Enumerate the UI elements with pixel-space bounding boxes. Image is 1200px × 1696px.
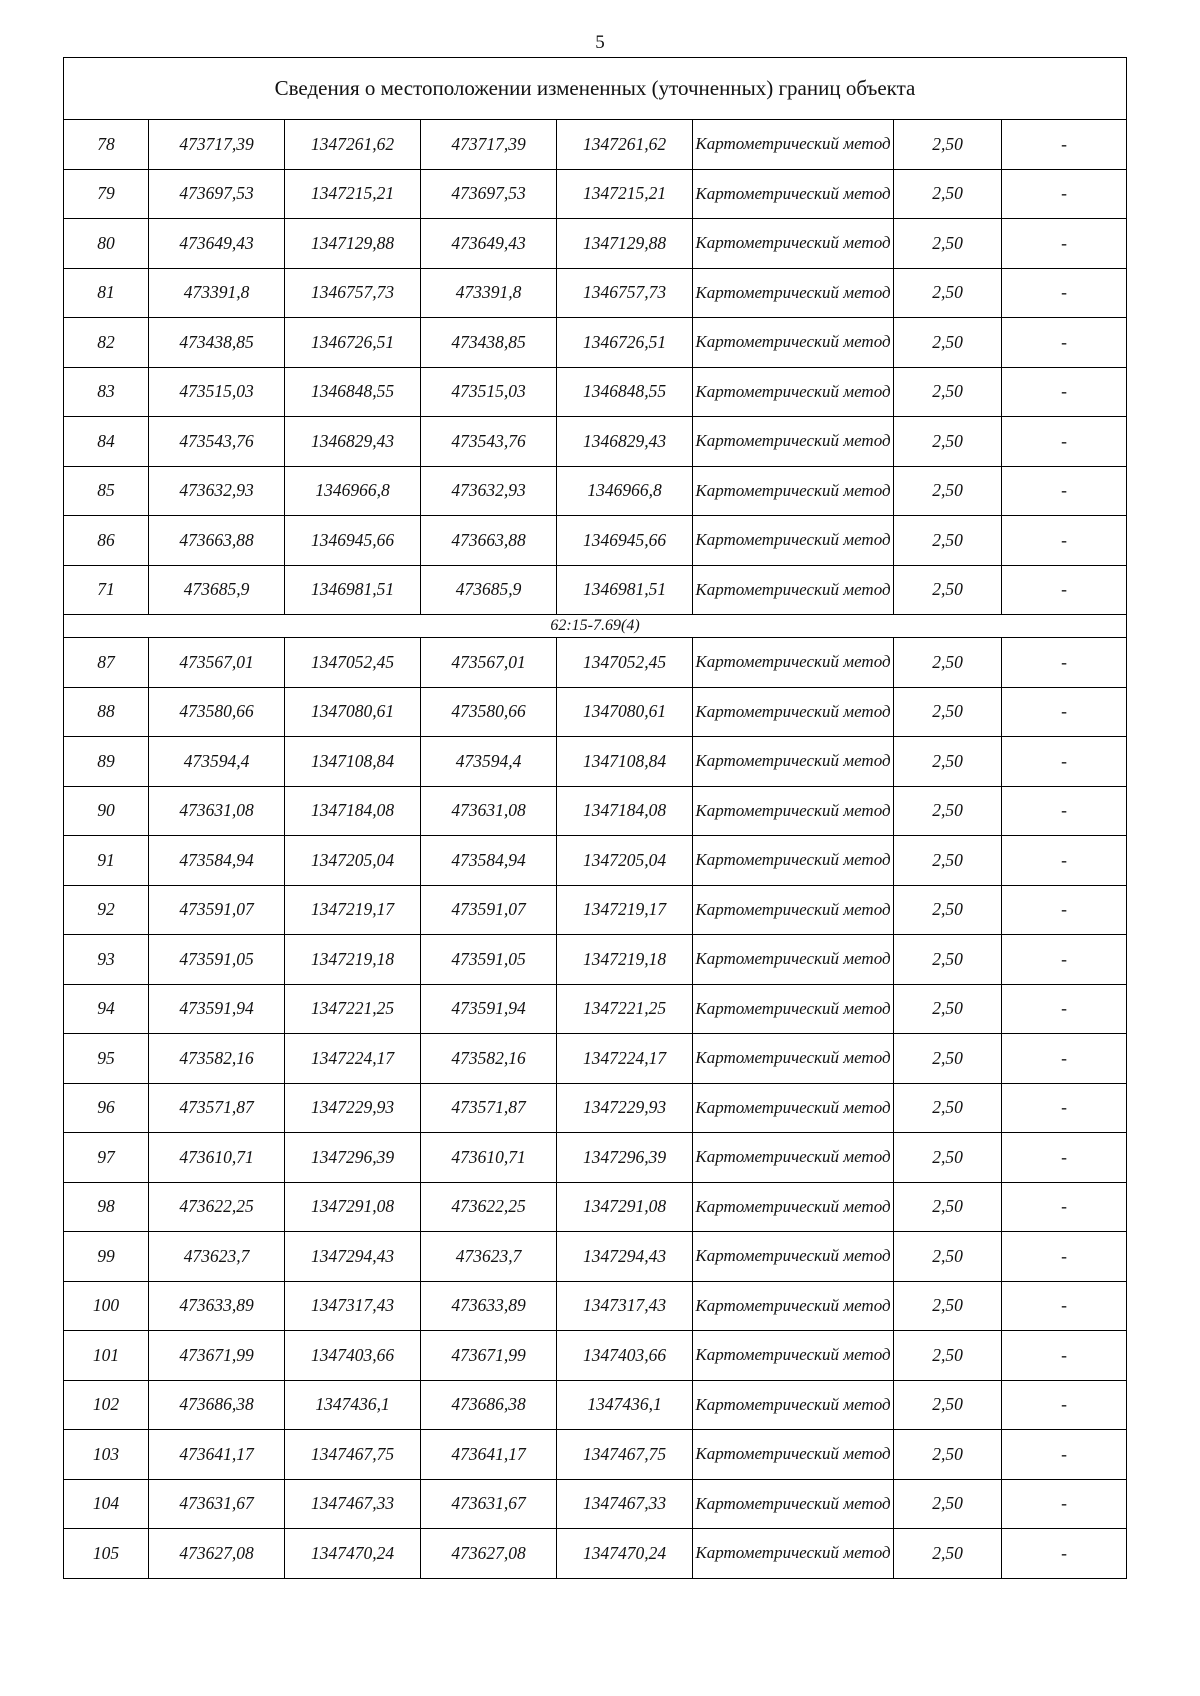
table-row	[64, 1479, 1127, 1529]
accuracy-cell: 2,50	[894, 1331, 1002, 1381]
table-row	[64, 836, 1127, 886]
y-refined-cell: 1347224,17	[557, 1034, 693, 1084]
point-number-cell: 100	[64, 1281, 149, 1331]
y-existing-cell: 1347467,33	[285, 1479, 421, 1529]
method-text: Картометрический метод	[695, 1444, 891, 1464]
method-cell	[693, 836, 894, 886]
method-cell	[693, 268, 894, 318]
x-existing-cell: 473632,93	[149, 466, 285, 516]
point-number-cell: 95	[64, 1034, 149, 1084]
point-number-cell: 86	[64, 516, 149, 566]
y-existing-cell: 1347294,43	[285, 1232, 421, 1282]
y-refined-cell: 1346945,66	[557, 516, 693, 566]
point-number-cell: 92	[64, 885, 149, 935]
y-existing-cell: 1346945,66	[285, 516, 421, 566]
point-number-cell: 97	[64, 1133, 149, 1183]
x-existing-cell: 473623,7	[149, 1232, 285, 1282]
y-existing-cell: 1347080,61	[285, 687, 421, 737]
x-existing-cell: 473686,38	[149, 1380, 285, 1430]
table-row	[64, 565, 1127, 615]
y-existing-cell: 1347221,25	[285, 984, 421, 1034]
method-cell	[693, 786, 894, 836]
point-number-cell: 89	[64, 737, 149, 787]
method-text: Картометрический метод	[695, 1048, 891, 1068]
y-existing-cell: 1347129,88	[285, 219, 421, 269]
x-refined-cell: 473631,08	[421, 786, 557, 836]
y-existing-cell: 1347052,45	[285, 638, 421, 688]
x-refined-cell: 473627,08	[421, 1529, 557, 1579]
y-existing-cell: 1347317,43	[285, 1281, 421, 1331]
table-row	[64, 1331, 1127, 1381]
accuracy-cell: 2,50	[894, 737, 1002, 787]
table-title: Сведения о местоположении измененных (уточненных) границ объекта	[64, 58, 1127, 120]
y-refined-cell: 1347317,43	[557, 1281, 693, 1331]
note-cell: -	[1002, 1281, 1127, 1331]
table-row	[64, 219, 1127, 269]
method-text: Картометрический метод	[695, 431, 891, 451]
table-row	[64, 1281, 1127, 1331]
accuracy-cell: 2,50	[894, 367, 1002, 417]
note-cell: -	[1002, 935, 1127, 985]
point-number-cell: 91	[64, 836, 149, 886]
x-existing-cell: 473622,25	[149, 1182, 285, 1232]
x-refined-cell: 473717,39	[421, 120, 557, 170]
y-existing-cell: 1347219,17	[285, 885, 421, 935]
note-cell: -	[1002, 169, 1127, 219]
method-text: Картометрический метод	[695, 652, 891, 672]
accuracy-cell: 2,50	[894, 1232, 1002, 1282]
accuracy-cell: 2,50	[894, 417, 1002, 467]
method-cell	[693, 1083, 894, 1133]
table-row	[64, 1034, 1127, 1084]
method-text: Картометрический метод	[695, 134, 891, 154]
x-existing-cell: 473649,43	[149, 219, 285, 269]
x-existing-cell: 473610,71	[149, 1133, 285, 1183]
y-refined-cell: 1347403,66	[557, 1331, 693, 1381]
note-cell: -	[1002, 417, 1127, 467]
y-refined-cell: 1346757,73	[557, 268, 693, 318]
y-existing-cell: 1347184,08	[285, 786, 421, 836]
x-refined-cell: 473686,38	[421, 1380, 557, 1430]
x-existing-cell: 473641,17	[149, 1430, 285, 1480]
point-number-cell: 85	[64, 466, 149, 516]
method-text: Картометрический метод	[695, 899, 891, 919]
accuracy-cell: 2,50	[894, 1479, 1002, 1529]
accuracy-cell: 2,50	[894, 1281, 1002, 1331]
y-existing-cell: 1346757,73	[285, 268, 421, 318]
method-text: Картометрический метод	[695, 480, 891, 500]
method-cell	[693, 885, 894, 935]
method-text: Картометрический метод	[695, 850, 891, 870]
y-existing-cell: 1346848,55	[285, 367, 421, 417]
x-refined-cell: 473610,71	[421, 1133, 557, 1183]
x-existing-cell: 473543,76	[149, 417, 285, 467]
table-row	[64, 1133, 1127, 1183]
y-refined-cell: 1346966,8	[557, 466, 693, 516]
accuracy-cell: 2,50	[894, 885, 1002, 935]
accuracy-cell: 2,50	[894, 687, 1002, 737]
accuracy-cell: 2,50	[894, 565, 1002, 615]
note-cell: -	[1002, 1034, 1127, 1084]
x-refined-cell: 473641,17	[421, 1430, 557, 1480]
method-cell	[693, 120, 894, 170]
point-number-cell: 82	[64, 318, 149, 368]
point-number-cell: 105	[64, 1529, 149, 1579]
y-refined-cell: 1347215,21	[557, 169, 693, 219]
y-existing-cell: 1347215,21	[285, 169, 421, 219]
x-refined-cell: 473584,94	[421, 836, 557, 886]
accuracy-cell: 2,50	[894, 1380, 1002, 1430]
x-existing-cell: 473697,53	[149, 169, 285, 219]
accuracy-cell: 2,50	[894, 836, 1002, 886]
accuracy-cell: 2,50	[894, 219, 1002, 269]
x-existing-cell: 473663,88	[149, 516, 285, 566]
note-cell: -	[1002, 1479, 1127, 1529]
method-cell	[693, 1182, 894, 1232]
x-existing-cell: 473571,87	[149, 1083, 285, 1133]
y-refined-cell: 1347219,18	[557, 935, 693, 985]
x-refined-cell: 473591,07	[421, 885, 557, 935]
table-row	[64, 984, 1127, 1034]
method-text: Картометрический метод	[695, 1246, 891, 1266]
y-refined-cell: 1347219,17	[557, 885, 693, 935]
table-row	[64, 885, 1127, 935]
y-refined-cell: 1347052,45	[557, 638, 693, 688]
method-text: Картометрический метод	[695, 579, 891, 599]
y-refined-cell: 1347129,88	[557, 219, 693, 269]
x-refined-cell: 473571,87	[421, 1083, 557, 1133]
method-cell	[693, 516, 894, 566]
y-refined-cell: 1347108,84	[557, 737, 693, 787]
method-text: Картометрический метод	[695, 949, 891, 969]
x-refined-cell: 473591,94	[421, 984, 557, 1034]
method-cell	[693, 169, 894, 219]
x-refined-cell: 473633,89	[421, 1281, 557, 1331]
note-cell: -	[1002, 984, 1127, 1034]
accuracy-cell: 2,50	[894, 1182, 1002, 1232]
accuracy-cell: 2,50	[894, 1034, 1002, 1084]
point-number-cell: 96	[64, 1083, 149, 1133]
point-number-cell: 81	[64, 268, 149, 318]
x-refined-cell: 473685,9	[421, 565, 557, 615]
point-number-cell: 87	[64, 638, 149, 688]
x-refined-cell: 473697,53	[421, 169, 557, 219]
y-existing-cell: 1347205,04	[285, 836, 421, 886]
x-existing-cell: 473591,05	[149, 935, 285, 985]
y-refined-cell: 1346829,43	[557, 417, 693, 467]
method-cell	[693, 737, 894, 787]
section-label: 62:15-7.69(4)	[64, 615, 1127, 638]
method-cell	[693, 219, 894, 269]
y-refined-cell: 1347261,62	[557, 120, 693, 170]
table-row	[64, 1182, 1127, 1232]
method-cell	[693, 687, 894, 737]
point-number-cell: 71	[64, 565, 149, 615]
accuracy-cell: 2,50	[894, 786, 1002, 836]
method-cell	[693, 935, 894, 985]
method-cell	[693, 638, 894, 688]
y-refined-cell: 1347291,08	[557, 1182, 693, 1232]
method-text: Картометрический метод	[695, 183, 891, 203]
boundary-coordinates-table	[63, 57, 1127, 1579]
x-refined-cell: 473580,66	[421, 687, 557, 737]
x-existing-cell: 473591,07	[149, 885, 285, 935]
x-refined-cell: 473623,7	[421, 1232, 557, 1282]
method-cell	[693, 1133, 894, 1183]
method-text: Картометрический метод	[695, 1493, 891, 1513]
table-row	[64, 1380, 1127, 1430]
x-refined-cell: 473649,43	[421, 219, 557, 269]
method-text: Картометрический метод	[695, 998, 891, 1018]
table-row	[64, 786, 1127, 836]
method-text: Картометрический метод	[695, 1147, 891, 1167]
y-refined-cell: 1347080,61	[557, 687, 693, 737]
y-refined-cell: 1347296,39	[557, 1133, 693, 1183]
note-cell: -	[1002, 687, 1127, 737]
point-number-cell: 102	[64, 1380, 149, 1430]
point-number-cell: 79	[64, 169, 149, 219]
x-refined-cell: 473582,16	[421, 1034, 557, 1084]
method-cell	[693, 367, 894, 417]
accuracy-cell: 2,50	[894, 318, 1002, 368]
method-cell	[693, 1380, 894, 1430]
table-row	[64, 638, 1127, 688]
note-cell: -	[1002, 1232, 1127, 1282]
method-cell	[693, 1331, 894, 1381]
y-refined-cell: 1347294,43	[557, 1232, 693, 1282]
method-text: Картометрический метод	[695, 800, 891, 820]
y-refined-cell: 1347470,24	[557, 1529, 693, 1579]
method-cell	[693, 1430, 894, 1480]
point-number-cell: 88	[64, 687, 149, 737]
method-cell	[693, 466, 894, 516]
method-text: Картометрический метод	[695, 751, 891, 771]
x-refined-cell: 473671,99	[421, 1331, 557, 1381]
y-existing-cell: 1346829,43	[285, 417, 421, 467]
table-row	[64, 737, 1127, 787]
method-cell	[693, 984, 894, 1034]
method-cell	[693, 1232, 894, 1282]
method-text: Картометрический метод	[695, 1097, 891, 1117]
note-cell: -	[1002, 885, 1127, 935]
accuracy-cell: 2,50	[894, 984, 1002, 1034]
table-row	[64, 516, 1127, 566]
y-refined-cell: 1347436,1	[557, 1380, 693, 1430]
table-row	[64, 417, 1127, 467]
method-text: Картометрический метод	[695, 1394, 891, 1414]
note-cell: -	[1002, 1331, 1127, 1381]
method-cell	[693, 1479, 894, 1529]
point-number-cell: 104	[64, 1479, 149, 1529]
x-existing-cell: 473582,16	[149, 1034, 285, 1084]
method-cell	[693, 318, 894, 368]
note-cell: -	[1002, 268, 1127, 318]
x-existing-cell: 473631,67	[149, 1479, 285, 1529]
x-existing-cell: 473685,9	[149, 565, 285, 615]
x-refined-cell: 473594,4	[421, 737, 557, 787]
point-number-cell: 101	[64, 1331, 149, 1381]
accuracy-cell: 2,50	[894, 1083, 1002, 1133]
note-cell: -	[1002, 1133, 1127, 1183]
note-cell: -	[1002, 367, 1127, 417]
method-cell	[693, 417, 894, 467]
x-refined-cell: 473543,76	[421, 417, 557, 467]
point-number-cell: 78	[64, 120, 149, 170]
table-row	[64, 120, 1127, 170]
method-text: Картометрический метод	[695, 1295, 891, 1315]
x-existing-cell: 473627,08	[149, 1529, 285, 1579]
note-cell: -	[1002, 836, 1127, 886]
note-cell: -	[1002, 1083, 1127, 1133]
point-number-cell: 103	[64, 1430, 149, 1480]
note-cell: -	[1002, 1430, 1127, 1480]
x-refined-cell: 473567,01	[421, 638, 557, 688]
y-existing-cell: 1347403,66	[285, 1331, 421, 1381]
point-number-cell: 99	[64, 1232, 149, 1282]
note-cell: -	[1002, 1380, 1127, 1430]
accuracy-cell: 2,50	[894, 638, 1002, 688]
x-existing-cell: 473438,85	[149, 318, 285, 368]
note-cell: -	[1002, 1182, 1127, 1232]
y-refined-cell: 1347229,93	[557, 1083, 693, 1133]
point-number-cell: 83	[64, 367, 149, 417]
accuracy-cell: 2,50	[894, 268, 1002, 318]
x-refined-cell: 473622,25	[421, 1182, 557, 1232]
method-text: Картометрический метод	[695, 1345, 891, 1365]
x-existing-cell: 473717,39	[149, 120, 285, 170]
point-number-cell: 93	[64, 935, 149, 985]
y-existing-cell: 1347224,17	[285, 1034, 421, 1084]
point-number-cell: 94	[64, 984, 149, 1034]
y-existing-cell: 1347467,75	[285, 1430, 421, 1480]
y-refined-cell: 1347184,08	[557, 786, 693, 836]
x-existing-cell: 473567,01	[149, 638, 285, 688]
note-cell: -	[1002, 516, 1127, 566]
y-refined-cell: 1346726,51	[557, 318, 693, 368]
y-existing-cell: 1347261,62	[285, 120, 421, 170]
x-existing-cell: 473584,94	[149, 836, 285, 886]
y-refined-cell: 1346981,51	[557, 565, 693, 615]
table-row	[64, 466, 1127, 516]
accuracy-cell: 2,50	[894, 169, 1002, 219]
page-number: 5	[595, 32, 605, 53]
note-cell: -	[1002, 219, 1127, 269]
method-text: Картометрический метод	[695, 701, 891, 721]
y-existing-cell: 1347108,84	[285, 737, 421, 787]
accuracy-cell: 2,50	[894, 466, 1002, 516]
x-refined-cell: 473515,03	[421, 367, 557, 417]
note-cell: -	[1002, 786, 1127, 836]
table-row	[64, 169, 1127, 219]
y-existing-cell: 1347291,08	[285, 1182, 421, 1232]
note-cell: -	[1002, 737, 1127, 787]
y-existing-cell: 1346966,8	[285, 466, 421, 516]
y-existing-cell: 1346981,51	[285, 565, 421, 615]
section-row	[64, 615, 1127, 638]
x-existing-cell: 473633,89	[149, 1281, 285, 1331]
method-text: Картометрический метод	[695, 332, 891, 352]
note-cell: -	[1002, 466, 1127, 516]
method-cell	[693, 565, 894, 615]
note-cell: -	[1002, 565, 1127, 615]
method-text: Картометрический метод	[695, 381, 891, 401]
method-cell	[693, 1034, 894, 1084]
accuracy-cell: 2,50	[894, 516, 1002, 566]
note-cell: -	[1002, 318, 1127, 368]
accuracy-cell: 2,50	[894, 935, 1002, 985]
x-refined-cell: 473663,88	[421, 516, 557, 566]
accuracy-cell: 2,50	[894, 120, 1002, 170]
note-cell: -	[1002, 638, 1127, 688]
x-refined-cell: 473391,8	[421, 268, 557, 318]
table-row	[64, 935, 1127, 985]
y-existing-cell: 1347436,1	[285, 1380, 421, 1430]
method-text: Картометрический метод	[695, 1543, 891, 1563]
y-refined-cell: 1347467,33	[557, 1479, 693, 1529]
table-row	[64, 268, 1127, 318]
y-refined-cell: 1347467,75	[557, 1430, 693, 1480]
note-cell: -	[1002, 120, 1127, 170]
accuracy-cell: 2,50	[894, 1133, 1002, 1183]
y-existing-cell: 1347229,93	[285, 1083, 421, 1133]
table-row	[64, 1529, 1127, 1579]
method-cell	[693, 1281, 894, 1331]
y-existing-cell: 1347470,24	[285, 1529, 421, 1579]
note-cell: -	[1002, 1529, 1127, 1579]
x-existing-cell: 473631,08	[149, 786, 285, 836]
accuracy-cell: 2,50	[894, 1430, 1002, 1480]
table-row	[64, 367, 1127, 417]
point-number-cell: 90	[64, 786, 149, 836]
x-existing-cell: 473591,94	[149, 984, 285, 1034]
x-refined-cell: 473591,05	[421, 935, 557, 985]
method-text: Картометрический метод	[695, 1196, 891, 1216]
point-number-cell: 98	[64, 1182, 149, 1232]
y-existing-cell: 1346726,51	[285, 318, 421, 368]
table-row	[64, 687, 1127, 737]
x-refined-cell: 473438,85	[421, 318, 557, 368]
x-existing-cell: 473594,4	[149, 737, 285, 787]
point-number-cell: 84	[64, 417, 149, 467]
method-text: Картометрический метод	[695, 530, 891, 550]
x-existing-cell: 473515,03	[149, 367, 285, 417]
x-refined-cell: 473632,93	[421, 466, 557, 516]
y-existing-cell: 1347296,39	[285, 1133, 421, 1183]
point-number-cell: 80	[64, 219, 149, 269]
x-existing-cell: 473580,66	[149, 687, 285, 737]
y-refined-cell: 1347221,25	[557, 984, 693, 1034]
method-cell	[693, 1529, 894, 1579]
y-refined-cell: 1347205,04	[557, 836, 693, 886]
accuracy-cell: 2,50	[894, 1529, 1002, 1579]
x-refined-cell: 473631,67	[421, 1479, 557, 1529]
table-row	[64, 1083, 1127, 1133]
x-existing-cell: 473391,8	[149, 268, 285, 318]
table-row	[64, 1232, 1127, 1282]
table-row	[64, 318, 1127, 368]
method-text: Картометрический метод	[695, 233, 891, 253]
y-existing-cell: 1347219,18	[285, 935, 421, 985]
method-text: Картометрический метод	[695, 282, 891, 302]
y-refined-cell: 1346848,55	[557, 367, 693, 417]
x-existing-cell: 473671,99	[149, 1331, 285, 1381]
table-row	[64, 1430, 1127, 1480]
